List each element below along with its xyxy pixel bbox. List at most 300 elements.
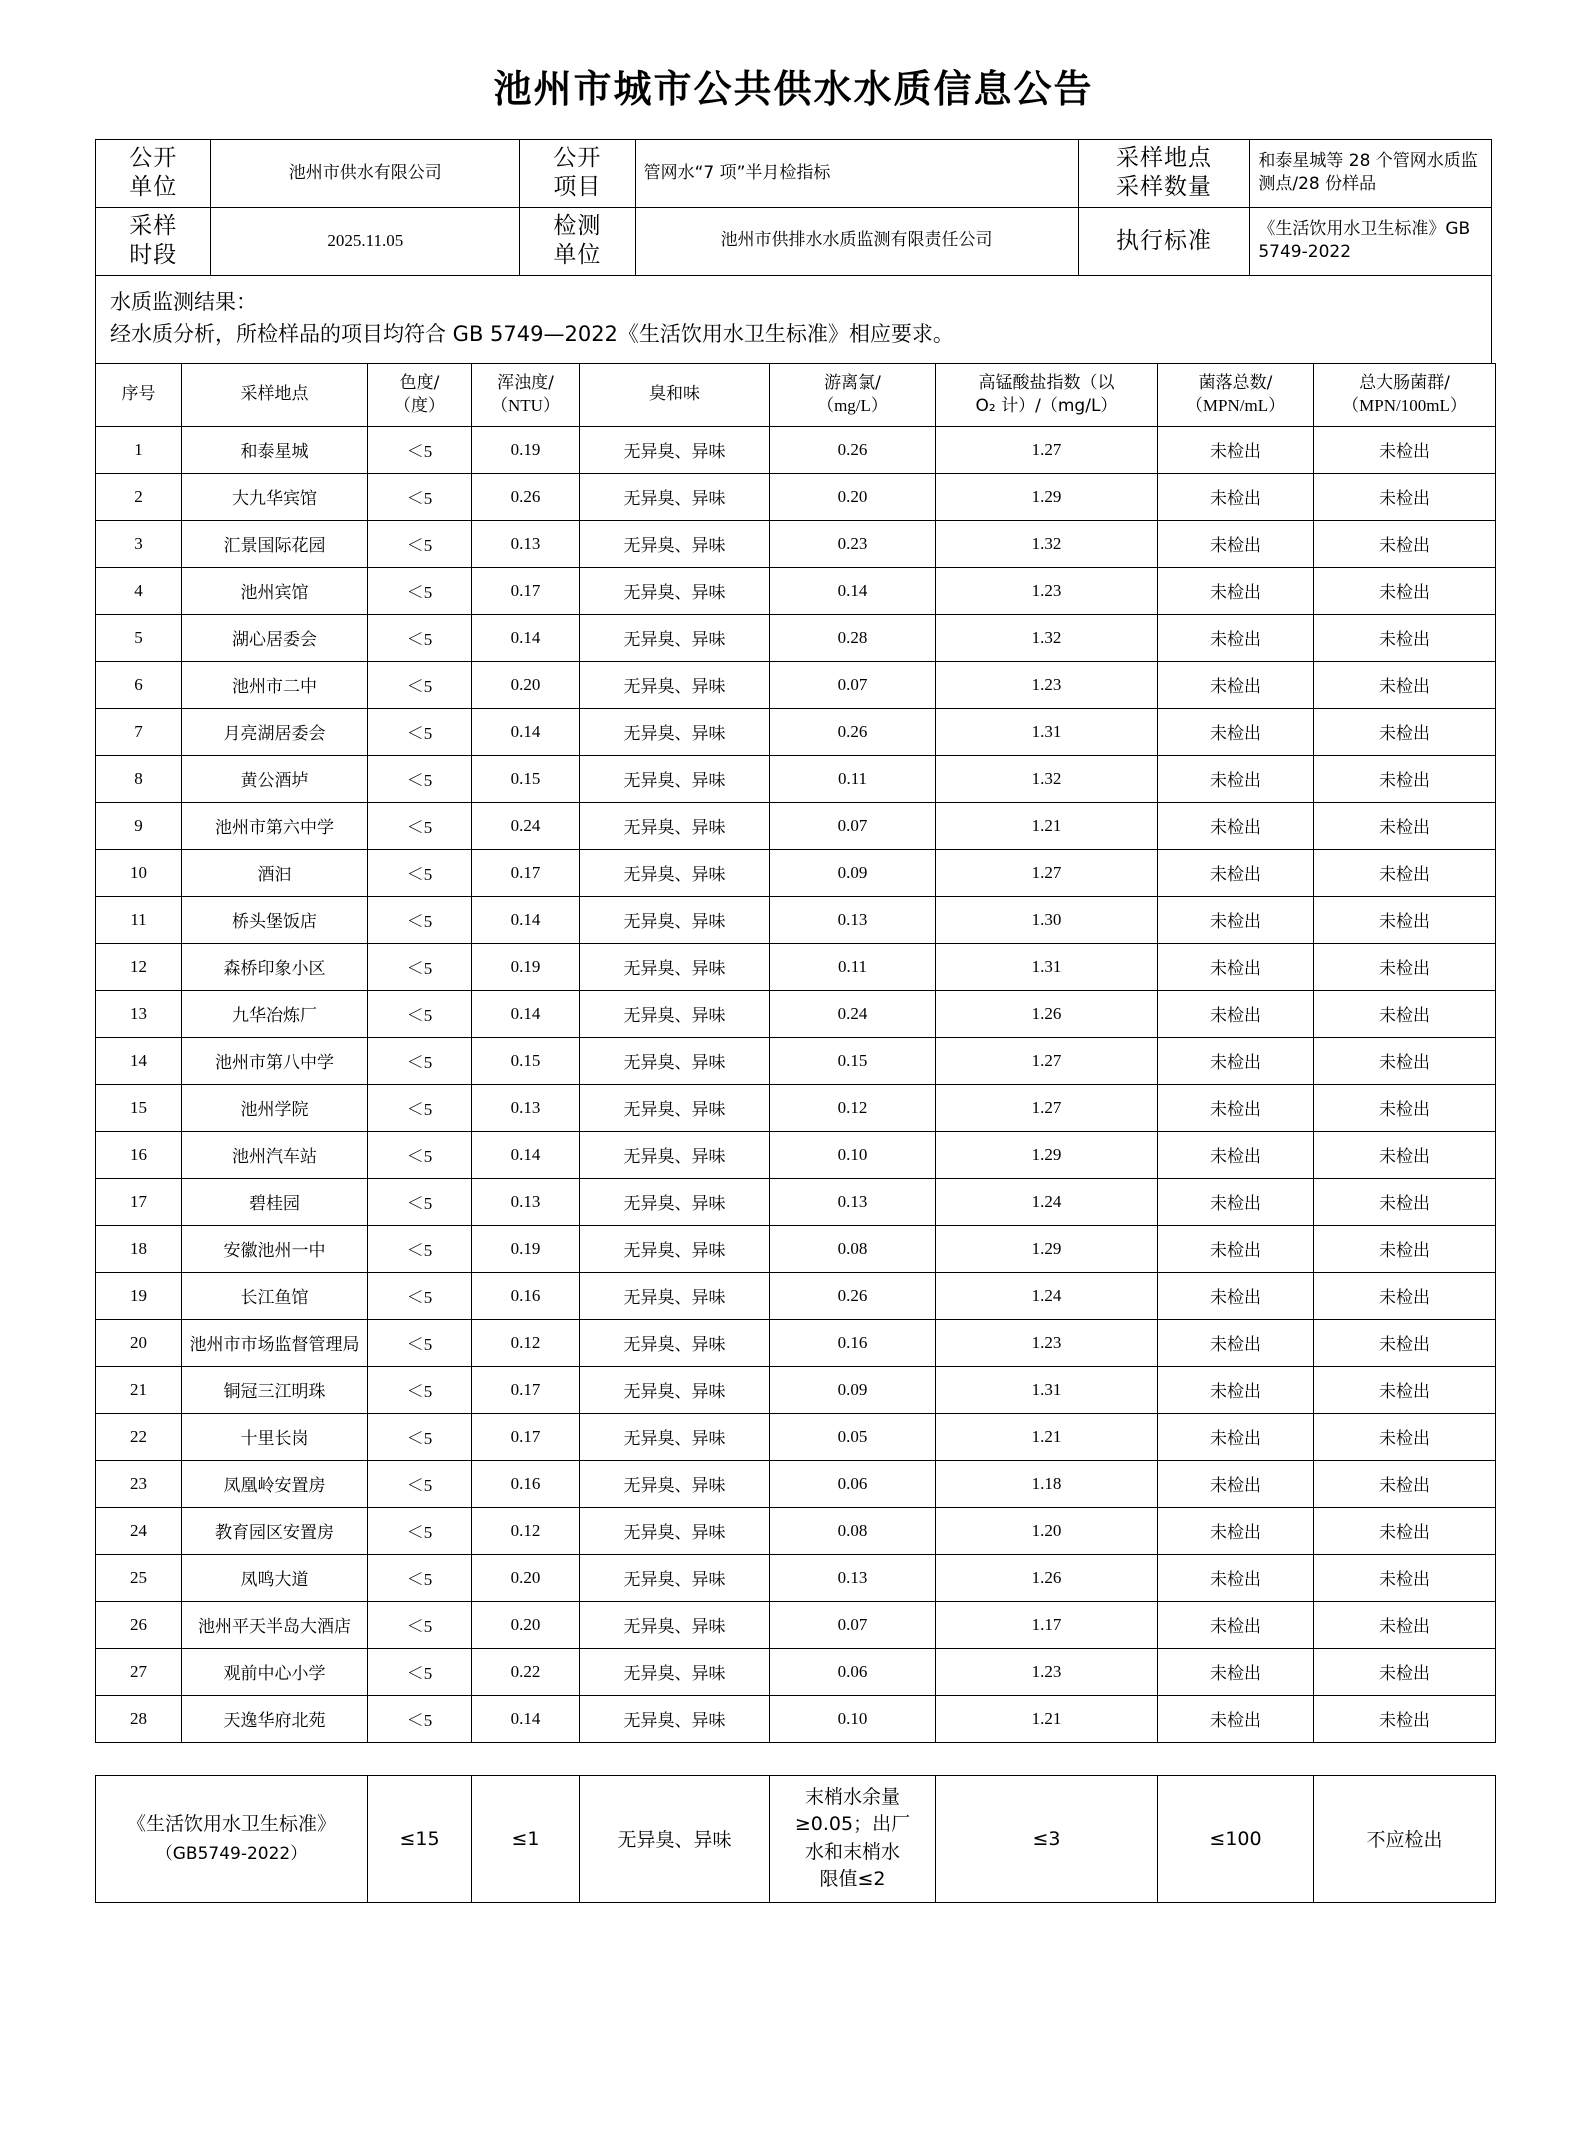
cell-free-chlorine: 0.28 [770, 614, 936, 661]
cell-free-chlorine: 0.07 [770, 802, 936, 849]
cell-site: 月亮湖居委会 [182, 708, 368, 755]
cell-odor: 无异臭、异味 [580, 1131, 770, 1178]
cell-permanganate: 1.18 [936, 1460, 1158, 1507]
col-header-odor: 臭和味 [580, 363, 770, 426]
cell-total-coliform: 未检出 [1314, 1507, 1496, 1554]
cell-site: 池州市第六中学 [182, 802, 368, 849]
cell-permanganate: 1.24 [936, 1178, 1158, 1225]
limit-free-chlorine: 末梢水余量 ≥0.05；出厂 水和末梢水 限值≤2 [770, 1775, 936, 1902]
cell-permanganate: 1.17 [936, 1601, 1158, 1648]
cell-free-chlorine: 0.11 [770, 943, 936, 990]
table-row [96, 990, 1496, 1037]
table-row [96, 1460, 1496, 1507]
cell-total-coliform: 未检出 [1314, 1319, 1496, 1366]
cell-index: 18 [96, 1225, 182, 1272]
cell-colony-count: 未检出 [1158, 614, 1314, 661]
cell-odor: 无异臭、异味 [580, 567, 770, 614]
cell-color: ＜5 [368, 849, 472, 896]
cell-turbidity: 0.13 [472, 1178, 580, 1225]
cell-permanganate: 1.21 [936, 1695, 1158, 1742]
sampling-period-label-line1: 采样 [129, 212, 178, 239]
cell-odor: 无异臭、异味 [580, 661, 770, 708]
cell-odor: 无异臭、异味 [580, 614, 770, 661]
cell-site: 长江鱼馆 [182, 1272, 368, 1319]
cell-site: 大九华宾馆 [182, 473, 368, 520]
cell-permanganate: 1.27 [936, 426, 1158, 473]
cell-turbidity: 0.15 [472, 1037, 580, 1084]
limits-table [95, 1775, 1496, 1903]
table-row [96, 1037, 1496, 1084]
cell-turbidity: 0.14 [472, 1695, 580, 1742]
table-gap [95, 1743, 1492, 1775]
cell-site: 安徽池州一中 [182, 1225, 368, 1272]
cell-color: ＜5 [368, 1554, 472, 1601]
limit-colony-count: ≤100 [1158, 1775, 1314, 1902]
measurements-table [95, 363, 1496, 1743]
cell-color: ＜5 [368, 1131, 472, 1178]
cell-turbidity: 0.15 [472, 755, 580, 802]
limit-turbidity: ≤1 [472, 1775, 580, 1902]
cell-index: 4 [96, 567, 182, 614]
cell-index: 1 [96, 426, 182, 473]
document-page [0, 58, 1587, 2145]
cell-free-chlorine: 0.15 [770, 1037, 936, 1084]
cell-permanganate: 1.29 [936, 1131, 1158, 1178]
cell-permanganate: 1.20 [936, 1507, 1158, 1554]
cell-permanganate: 1.31 [936, 708, 1158, 755]
public-project-value: 管网水“7 项”半月检指标 [635, 140, 1078, 208]
cell-color: ＜5 [368, 943, 472, 990]
limit-total-coliform: 不应检出 [1314, 1775, 1496, 1902]
cell-turbidity: 0.20 [472, 1601, 580, 1648]
cell-colony-count: 未检出 [1158, 755, 1314, 802]
cell-total-coliform: 未检出 [1314, 1648, 1496, 1695]
cell-index: 9 [96, 802, 182, 849]
table-row [96, 1225, 1496, 1272]
cell-odor: 无异臭、异味 [580, 896, 770, 943]
cell-total-coliform: 未检出 [1314, 1225, 1496, 1272]
cell-total-coliform: 未检出 [1314, 1037, 1496, 1084]
cell-colony-count: 未检出 [1158, 1037, 1314, 1084]
public-project-label-line2: 项目 [553, 174, 602, 201]
cell-color: ＜5 [368, 1601, 472, 1648]
cell-color: ＜5 [368, 661, 472, 708]
cell-total-coliform: 未检出 [1314, 1272, 1496, 1319]
cell-odor: 无异臭、异味 [580, 1413, 770, 1460]
cell-index: 27 [96, 1648, 182, 1695]
cell-turbidity: 0.14 [472, 990, 580, 1037]
cell-free-chlorine: 0.20 [770, 473, 936, 520]
cell-total-coliform: 未检出 [1314, 849, 1496, 896]
table-row [96, 1178, 1496, 1225]
cell-odor: 无异臭、异味 [580, 1225, 770, 1272]
cell-total-coliform: 未检出 [1314, 1131, 1496, 1178]
cell-total-coliform: 未检出 [1314, 1460, 1496, 1507]
cell-permanganate: 1.23 [936, 661, 1158, 708]
cell-colony-count: 未检出 [1158, 1413, 1314, 1460]
cell-color: ＜5 [368, 802, 472, 849]
cell-total-coliform: 未检出 [1314, 802, 1496, 849]
limit-odor: 无异臭、异味 [580, 1775, 770, 1902]
cell-odor: 无异臭、异味 [580, 1037, 770, 1084]
cell-total-coliform: 未检出 [1314, 896, 1496, 943]
cell-color: ＜5 [368, 1695, 472, 1742]
cell-index: 28 [96, 1695, 182, 1742]
result-line-1: 水质监测结果： [110, 289, 257, 314]
cell-free-chlorine: 0.26 [770, 1272, 936, 1319]
cell-color: ＜5 [368, 1460, 472, 1507]
cell-colony-count: 未检出 [1158, 1366, 1314, 1413]
cell-odor: 无异臭、异味 [580, 1319, 770, 1366]
cell-total-coliform: 未检出 [1314, 943, 1496, 990]
cell-permanganate: 1.30 [936, 896, 1158, 943]
cell-free-chlorine: 0.26 [770, 426, 936, 473]
cell-free-chlorine: 0.14 [770, 567, 936, 614]
cell-colony-count: 未检出 [1158, 567, 1314, 614]
cell-odor: 无异臭、异味 [580, 802, 770, 849]
cell-permanganate: 1.32 [936, 755, 1158, 802]
cell-turbidity: 0.19 [472, 1225, 580, 1272]
cell-index: 25 [96, 1554, 182, 1601]
cell-index: 15 [96, 1084, 182, 1131]
cell-index: 10 [96, 849, 182, 896]
cell-odor: 无异臭、异味 [580, 473, 770, 520]
cell-colony-count: 未检出 [1158, 661, 1314, 708]
page-title: 池州市城市公共供水水质信息公告 [493, 67, 1094, 111]
cell-index: 8 [96, 755, 182, 802]
cell-turbidity: 0.17 [472, 1366, 580, 1413]
table-row [96, 1319, 1496, 1366]
sampling-location-label [1078, 140, 1250, 208]
table-row [96, 426, 1496, 473]
cell-color: ＜5 [368, 1084, 472, 1131]
table-row [96, 473, 1496, 520]
cell-odor: 无异臭、异味 [580, 708, 770, 755]
table-row [96, 1413, 1496, 1460]
cell-free-chlorine: 0.26 [770, 708, 936, 755]
cell-turbidity: 0.20 [472, 1554, 580, 1601]
cell-turbidity: 0.14 [472, 708, 580, 755]
cell-color: ＜5 [368, 1272, 472, 1319]
cell-colony-count: 未检出 [1158, 1648, 1314, 1695]
cell-permanganate: 1.32 [936, 520, 1158, 567]
cell-permanganate: 1.23 [936, 567, 1158, 614]
cell-odor: 无异臭、异味 [580, 426, 770, 473]
cell-colony-count: 未检出 [1158, 990, 1314, 1037]
cell-total-coliform: 未检出 [1314, 990, 1496, 1037]
cell-free-chlorine: 0.05 [770, 1413, 936, 1460]
cell-colony-count: 未检出 [1158, 473, 1314, 520]
cell-turbidity: 0.12 [472, 1507, 580, 1554]
cell-permanganate: 1.32 [936, 614, 1158, 661]
cell-site: 铜冠三江明珠 [182, 1366, 368, 1413]
cell-site: 池州市二中 [182, 661, 368, 708]
cell-color: ＜5 [368, 1413, 472, 1460]
cell-free-chlorine: 0.10 [770, 1695, 936, 1742]
cell-colony-count: 未检出 [1158, 1460, 1314, 1507]
cell-color: ＜5 [368, 755, 472, 802]
cell-site: 和泰星城 [182, 426, 368, 473]
cell-free-chlorine: 0.13 [770, 896, 936, 943]
col-header-site: 采样地点 [182, 363, 368, 426]
cell-total-coliform: 未检出 [1314, 1366, 1496, 1413]
cell-permanganate: 1.31 [936, 1366, 1158, 1413]
cell-colony-count: 未检出 [1158, 1695, 1314, 1742]
cell-color: ＜5 [368, 426, 472, 473]
cell-odor: 无异臭、异味 [580, 1460, 770, 1507]
cell-permanganate: 1.21 [936, 802, 1158, 849]
cell-permanganate: 1.23 [936, 1648, 1158, 1695]
cell-total-coliform: 未检出 [1314, 708, 1496, 755]
cell-index: 7 [96, 708, 182, 755]
cell-index: 13 [96, 990, 182, 1037]
cell-free-chlorine: 0.16 [770, 1319, 936, 1366]
cell-site: 池州市第八中学 [182, 1037, 368, 1084]
cell-color: ＜5 [368, 473, 472, 520]
cell-odor: 无异臭、异味 [580, 1084, 770, 1131]
public-project-label [520, 140, 635, 208]
cell-free-chlorine: 0.11 [770, 755, 936, 802]
result-line-2: 经水质分析，所检样品的项目均符合 GB 5749—2022《生活饮用水卫生标准》相应要求。 [110, 322, 954, 347]
cell-turbidity: 0.14 [472, 896, 580, 943]
cell-site: 十里长岗 [182, 1413, 368, 1460]
table-row [96, 567, 1496, 614]
cell-site: 观前中心小学 [182, 1648, 368, 1695]
testing-unit-value: 池州市供排水水质监测有限责任公司 [635, 207, 1078, 275]
info-row-2 [96, 207, 1492, 275]
cell-total-coliform: 未检出 [1314, 1178, 1496, 1225]
cell-colony-count: 未检出 [1158, 943, 1314, 990]
cell-free-chlorine: 0.06 [770, 1648, 936, 1695]
cell-colony-count: 未检出 [1158, 1084, 1314, 1131]
cell-turbidity: 0.12 [472, 1319, 580, 1366]
cell-permanganate: 1.24 [936, 1272, 1158, 1319]
testing-unit-label [520, 207, 635, 275]
cell-colony-count: 未检出 [1158, 1178, 1314, 1225]
cell-index: 2 [96, 473, 182, 520]
cell-free-chlorine: 0.12 [770, 1084, 936, 1131]
table-row [96, 802, 1496, 849]
cell-colony-count: 未检出 [1158, 426, 1314, 473]
public-unit-label-line1: 公开 [129, 145, 178, 171]
info-row-1 [96, 140, 1492, 208]
table-row [96, 1507, 1496, 1554]
cell-turbidity: 0.17 [472, 567, 580, 614]
sampling-period-label-line2: 时段 [129, 242, 178, 269]
cell-total-coliform: 未检出 [1314, 520, 1496, 567]
cell-permanganate: 1.31 [936, 943, 1158, 990]
cell-site: 九华冶炼厂 [182, 990, 368, 1037]
cell-site: 天逸华府北苑 [182, 1695, 368, 1742]
cell-color: ＜5 [368, 896, 472, 943]
cell-colony-count: 未检出 [1158, 1554, 1314, 1601]
cell-site: 池州平天半岛大酒店 [182, 1601, 368, 1648]
table-header-row [96, 363, 1496, 426]
cell-site: 凤鸣大道 [182, 1554, 368, 1601]
table-row [96, 1648, 1496, 1695]
cell-index: 3 [96, 520, 182, 567]
cell-free-chlorine: 0.08 [770, 1225, 936, 1272]
cell-turbidity: 0.13 [472, 520, 580, 567]
cell-colony-count: 未检出 [1158, 1225, 1314, 1272]
cell-total-coliform: 未检出 [1314, 1413, 1496, 1460]
cell-turbidity: 0.26 [472, 473, 580, 520]
col-header-colony-count: 菌落总数/ （MPN/mL） [1158, 363, 1314, 426]
cell-colony-count: 未检出 [1158, 1272, 1314, 1319]
cell-colony-count: 未检出 [1158, 708, 1314, 755]
public-unit-value: 池州市供水有限公司 [211, 140, 520, 208]
cell-total-coliform: 未检出 [1314, 1084, 1496, 1131]
cell-index: 19 [96, 1272, 182, 1319]
limit-permanganate: ≤3 [936, 1775, 1158, 1902]
cell-total-coliform: 未检出 [1314, 567, 1496, 614]
cell-odor: 无异臭、异味 [580, 1178, 770, 1225]
cell-permanganate: 1.26 [936, 990, 1158, 1037]
cell-color: ＜5 [368, 520, 472, 567]
table-row [96, 1366, 1496, 1413]
cell-site: 池州学院 [182, 1084, 368, 1131]
cell-free-chlorine: 0.10 [770, 1131, 936, 1178]
cell-turbidity: 0.19 [472, 943, 580, 990]
cell-total-coliform: 未检出 [1314, 473, 1496, 520]
cell-turbidity: 0.17 [472, 849, 580, 896]
cell-odor: 无异臭、异味 [580, 1507, 770, 1554]
cell-permanganate: 1.23 [936, 1319, 1158, 1366]
table-body [96, 426, 1496, 1742]
cell-total-coliform: 未检出 [1314, 755, 1496, 802]
cell-colony-count: 未检出 [1158, 1507, 1314, 1554]
cell-turbidity: 0.16 [472, 1272, 580, 1319]
cell-colony-count: 未检出 [1158, 896, 1314, 943]
table-row [96, 896, 1496, 943]
cell-permanganate: 1.27 [936, 849, 1158, 896]
result-block [96, 275, 1492, 363]
testing-unit-label-line2: 单位 [553, 242, 602, 269]
cell-permanganate: 1.21 [936, 1413, 1158, 1460]
cell-odor: 无异臭、异味 [580, 1366, 770, 1413]
cell-odor: 无异臭、异味 [580, 755, 770, 802]
cell-index: 12 [96, 943, 182, 990]
cell-index: 20 [96, 1319, 182, 1366]
table-row [96, 943, 1496, 990]
cell-odor: 无异臭、异味 [580, 1601, 770, 1648]
limit-standard-name-line2: （GB5749-2022） [155, 1843, 308, 1864]
cell-color: ＜5 [368, 1319, 472, 1366]
table-row [96, 614, 1496, 661]
cell-site: 森桥印象小区 [182, 943, 368, 990]
cell-color: ＜5 [368, 1178, 472, 1225]
table-row [96, 1084, 1496, 1131]
cell-turbidity: 0.17 [472, 1413, 580, 1460]
cell-index: 14 [96, 1037, 182, 1084]
limit-color: ≤15 [368, 1775, 472, 1902]
table-row [96, 520, 1496, 567]
cell-free-chlorine: 0.08 [770, 1507, 936, 1554]
cell-free-chlorine: 0.07 [770, 1601, 936, 1648]
cell-site: 湖心居委会 [182, 614, 368, 661]
cell-odor: 无异臭、异味 [580, 849, 770, 896]
cell-site: 池州市市场监督管理局 [182, 1319, 368, 1366]
cell-index: 5 [96, 614, 182, 661]
cell-index: 24 [96, 1507, 182, 1554]
table-row [96, 661, 1496, 708]
cell-color: ＜5 [368, 1648, 472, 1695]
cell-index: 16 [96, 1131, 182, 1178]
cell-colony-count: 未检出 [1158, 520, 1314, 567]
cell-site: 酒汩 [182, 849, 368, 896]
cell-permanganate: 1.27 [936, 1084, 1158, 1131]
limit-standard-name-line1: 《生活饮用水卫生标准》 [126, 1813, 336, 1836]
cell-color: ＜5 [368, 708, 472, 755]
cell-odor: 无异臭、异味 [580, 943, 770, 990]
cell-free-chlorine: 0.07 [770, 661, 936, 708]
cell-color: ＜5 [368, 990, 472, 1037]
cell-total-coliform: 未检出 [1314, 1695, 1496, 1742]
cell-index: 11 [96, 896, 182, 943]
cell-color: ＜5 [368, 1507, 472, 1554]
cell-site: 汇景国际花园 [182, 520, 368, 567]
cell-total-coliform: 未检出 [1314, 661, 1496, 708]
public-unit-label [96, 140, 211, 208]
cell-odor: 无异臭、异味 [580, 1272, 770, 1319]
cell-odor: 无异臭、异味 [580, 1554, 770, 1601]
cell-free-chlorine: 0.23 [770, 520, 936, 567]
cell-odor: 无异臭、异味 [580, 1648, 770, 1695]
cell-turbidity: 0.14 [472, 614, 580, 661]
cell-turbidity: 0.14 [472, 1131, 580, 1178]
col-header-permanganate: 高锰酸盐指数（以 O₂ 计）/（mg/L） [936, 363, 1158, 426]
cell-total-coliform: 未检出 [1314, 1601, 1496, 1648]
cell-index: 6 [96, 661, 182, 708]
col-header-color: 色度/ （度） [368, 363, 472, 426]
table-row [96, 1695, 1496, 1742]
limits-row [96, 1775, 1496, 1902]
cell-turbidity: 0.13 [472, 1084, 580, 1131]
cell-odor: 无异臭、异味 [580, 520, 770, 567]
limit-standard-name [96, 1775, 368, 1902]
cell-turbidity: 0.20 [472, 661, 580, 708]
table-row [96, 755, 1496, 802]
cell-free-chlorine: 0.13 [770, 1178, 936, 1225]
cell-index: 23 [96, 1460, 182, 1507]
cell-site: 凤凰岭安置房 [182, 1460, 368, 1507]
cell-turbidity: 0.19 [472, 426, 580, 473]
cell-colony-count: 未检出 [1158, 1601, 1314, 1648]
cell-turbidity: 0.22 [472, 1648, 580, 1695]
cell-free-chlorine: 0.24 [770, 990, 936, 1037]
cell-site: 教育园区安置房 [182, 1507, 368, 1554]
cell-index: 17 [96, 1178, 182, 1225]
sampling-period-value: 2025.11.05 [211, 207, 520, 275]
cell-permanganate: 1.29 [936, 473, 1158, 520]
col-header-total-coliform: 总大肠菌群/ （MPN/100mL） [1314, 363, 1496, 426]
info-table [95, 139, 1492, 364]
cell-color: ＜5 [368, 614, 472, 661]
col-header-free-chlorine: 游离氯/ （mg/L） [770, 363, 936, 426]
cell-free-chlorine: 0.09 [770, 1366, 936, 1413]
cell-odor: 无异臭、异味 [580, 1695, 770, 1742]
cell-index: 26 [96, 1601, 182, 1648]
cell-colony-count: 未检出 [1158, 802, 1314, 849]
table-row [96, 849, 1496, 896]
cell-site: 池州宾馆 [182, 567, 368, 614]
cell-odor: 无异臭、异味 [580, 990, 770, 1037]
cell-permanganate: 1.29 [936, 1225, 1158, 1272]
cell-site: 池州汽车站 [182, 1131, 368, 1178]
cell-color: ＜5 [368, 1037, 472, 1084]
col-header-turbidity: 浑浊度/ （NTU） [472, 363, 580, 426]
cell-permanganate: 1.27 [936, 1037, 1158, 1084]
